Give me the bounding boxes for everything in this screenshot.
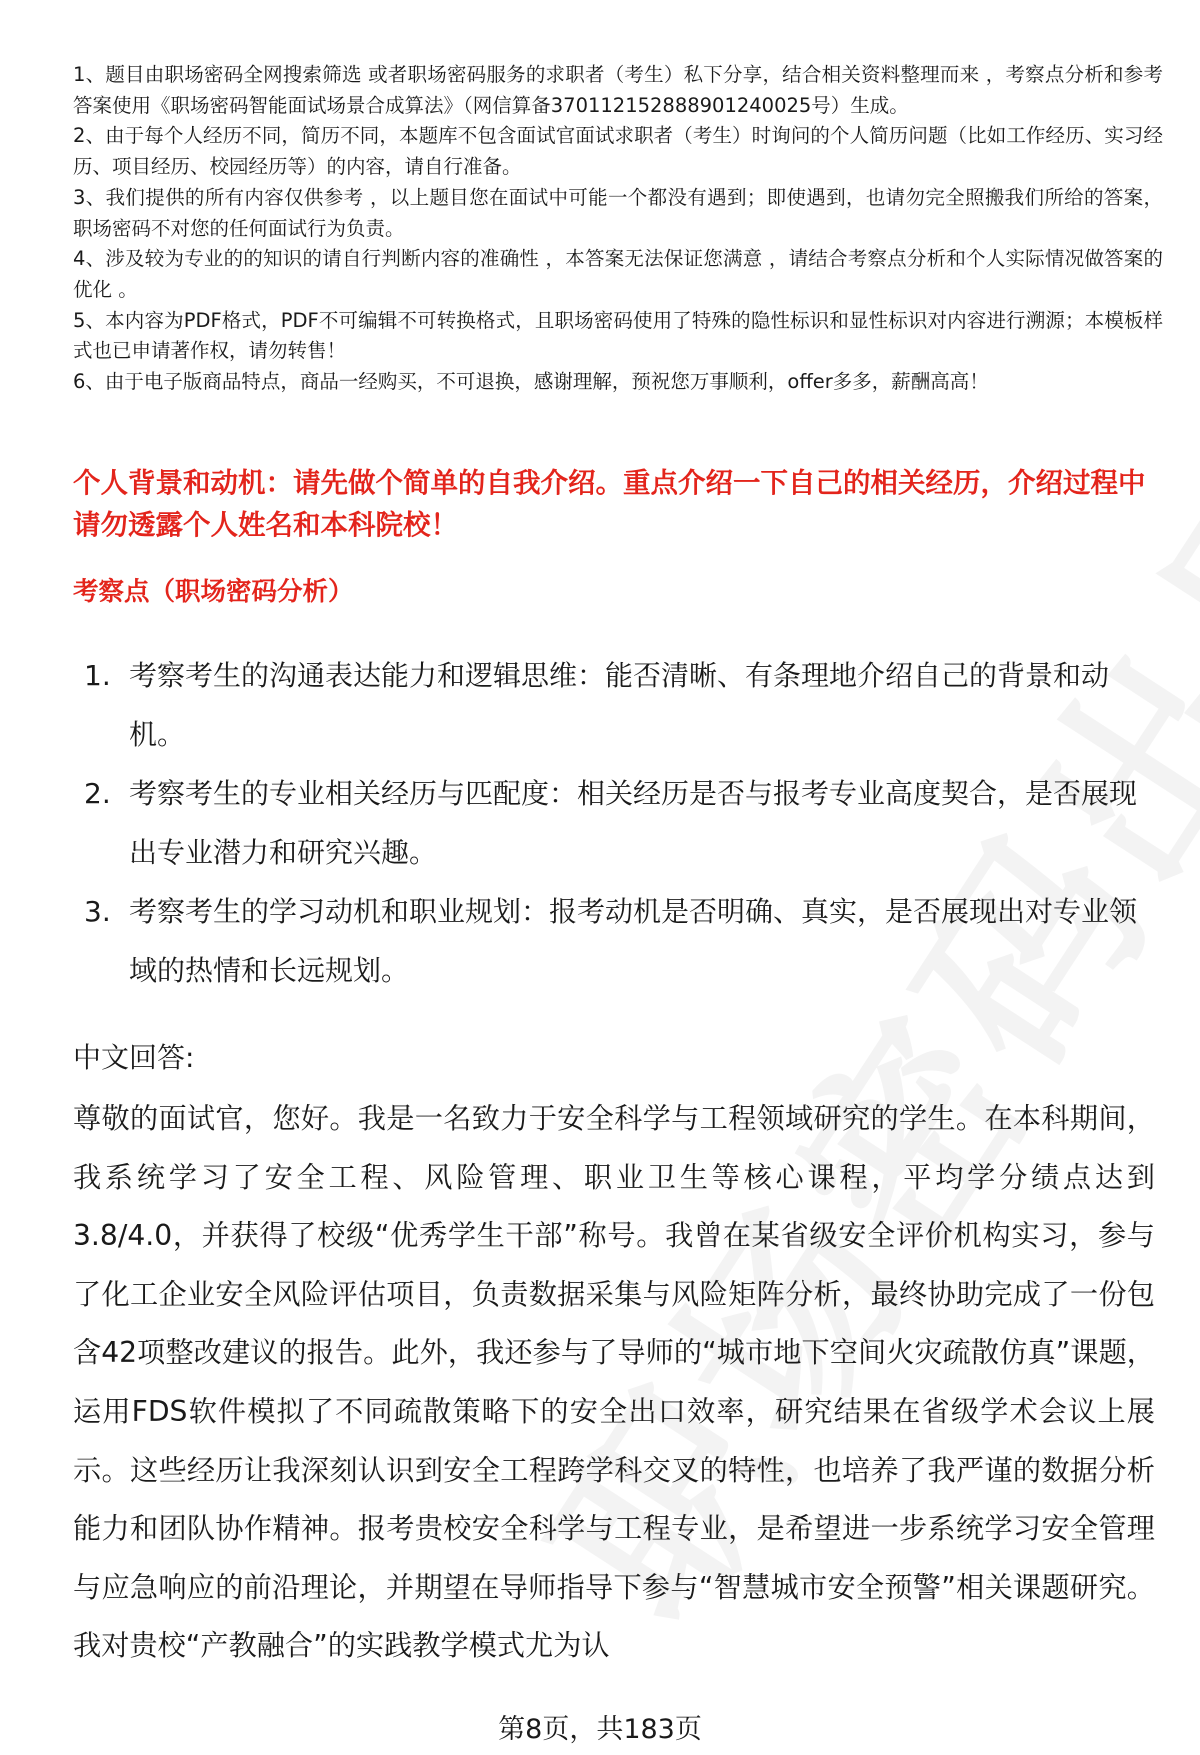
- notice-item: 2、由于每个人经历不同，简历不同，本题库不包含面试官面试求职者（考生）时询问的个人简历问题（比如工作经历、实习经历、项目经历、校园经历等）的内容，请自行准备。: [73, 124, 1163, 179]
- point-number: 1.: [84, 659, 111, 692]
- notice-item: 5、本内容为PDF格式，PDF不可编辑不可转换格式，且职场密码使用了特殊的隐性标识和显性标识对内容进行溯源；本模板样式也已申请著作权，请勿转售！: [73, 308, 1163, 363]
- page-number: 第8页，共183页: [498, 1714, 702, 1745]
- answer-body: 尊敬的面试官，您好。我是一名致力于安全科学与工程领域研究的学生。在本科期间，我系统学习了安全工程、风险管理、职业卫生等核心课程，平均学分绩点达到3.8/4.0，并获得了校级“优秀学生干部”称号。我曾在某省级安全评价机构实习，参与了化工企业安全风险评估项目，负责数据采集与风险矩阵分析，最终协助完成了一份包含42项整改建议的报告。此外，我还参与了导师的“城市地下空间火灾疏散仿真”课题，运用FDS软件模拟了不同疏散策略下的安全出口效率，研究结果在省级学术会议上展示。这些经历让我深刻认识到安全工程跨学科交叉的特性，也培养了我严谨的数据分析能力和团队协作精神。报考贵校安全科学与工程专业，是希望进一步系统学习安全管理与应急响应的前沿理论，并期望在导师指导下参与“智慧城市安全预警”相关课题研究。我对贵校“产教融合”的实践教学模式尤为认: [73, 1102, 1155, 1663]
- analysis-points-list: [84, 646, 1159, 1000]
- analysis-section-title: 考察点（职场密码分析）: [73, 577, 354, 607]
- question-heading: 个人背景和动机：请先做个简单的自我介绍。重点介绍一下自己的相关经历，介绍过程中请勿透露个人姓名和本科院校！: [73, 467, 1146, 541]
- notice-item: 1、题目由职场密码全网搜索筛选 或者职场密码服务的求职者（考生）私下分享，结合相关资料整理而来 ，考察点分析和参考答案使用《职场密码智能面试场景合成算法》（网信算备370112152888901240025号）生成。: [73, 63, 1163, 117]
- point-text: 考察考生的学习动机和职业规划：报考动机是否明确、真实，是否展现出对专业领域的热情和长远规划。: [129, 895, 1138, 987]
- point-number: 3.: [84, 895, 111, 928]
- analysis-point: [84, 882, 1159, 1000]
- analysis-point: [84, 764, 1159, 882]
- notice-item: 3、我们提供的所有内容仅供参考 ，以上题目您在面试中可能一个都没有遇到；即使遇到，也请勿完全照搬我们所给的答案，职场密码不对您的任何面试行为负责。: [73, 185, 1163, 240]
- analysis-point: [84, 646, 1159, 764]
- notice-item: 4、涉及较为专业的的知识的请自行判断内容的准确性 ，本答案无法保证您满意 ，请结合考察点分析和个人实际情况做答案的优化 。: [73, 247, 1163, 301]
- point-number: 2.: [84, 777, 111, 810]
- notice-list: [73, 60, 1163, 398]
- point-text: 考察考生的沟通表达能力和逻辑思维：能否清晰、有条理地介绍自己的背景和动机。: [129, 659, 1110, 751]
- notice-item: 6、由于电子版商品特点，商品一经购买，不可退换，感谢理解，预祝您万事顺利，offer多多，薪酬高高！: [73, 370, 989, 394]
- point-text: 考察考生的专业相关经历与匹配度：相关经历是否与报考专业高度契合，是否展现出专业潜力和研究兴趣。: [129, 777, 1138, 869]
- answer-label: 中文回答:: [73, 1041, 195, 1074]
